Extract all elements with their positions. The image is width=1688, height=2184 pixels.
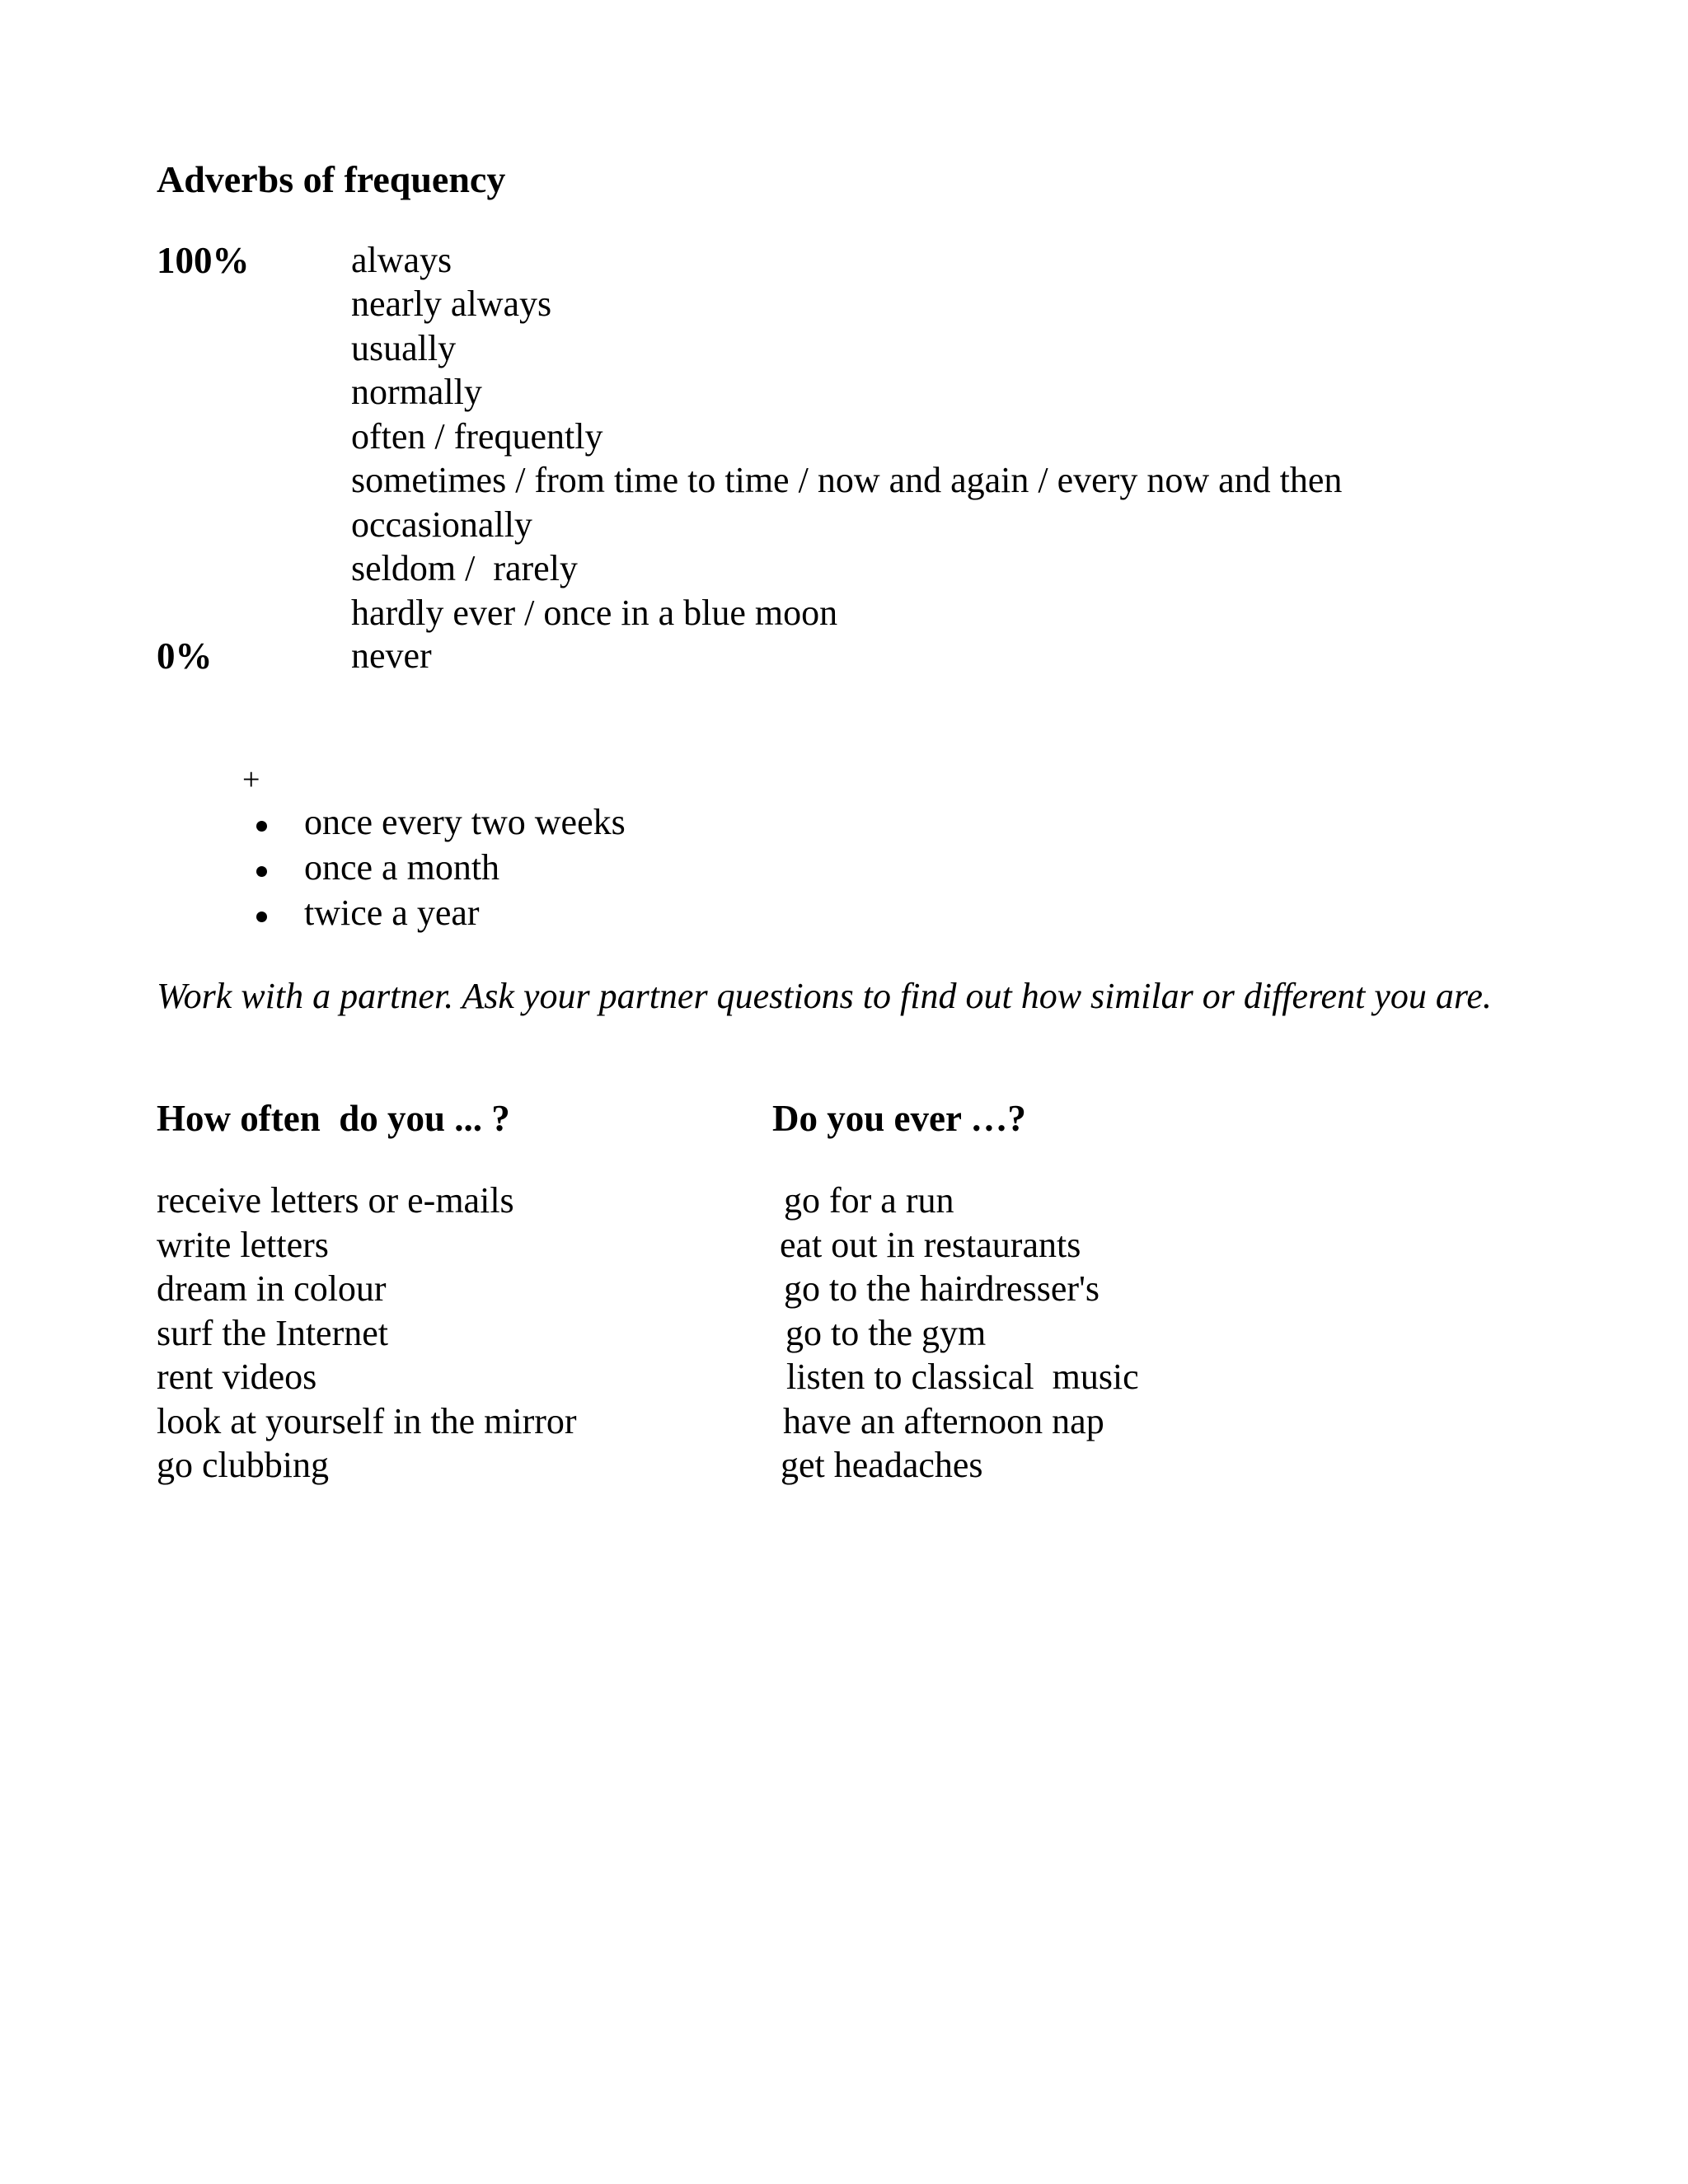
left-question-item: rent videos xyxy=(157,1357,317,1397)
left-question-item: write letters xyxy=(157,1225,329,1265)
adverb-item: always xyxy=(351,240,452,280)
left-question-item: go clubbing xyxy=(157,1445,329,1485)
left-question-item: dream in colour xyxy=(157,1268,387,1309)
adverb-item: normally xyxy=(351,372,482,412)
right-question-item: get headaches xyxy=(781,1445,983,1485)
adverb-item: seldom / rarely xyxy=(351,548,578,588)
right-column-heading: Do you ever …? xyxy=(772,1098,1026,1139)
right-question-item: go to the hairdresser's xyxy=(784,1268,1100,1309)
adverb-item: occasionally xyxy=(351,504,532,545)
adverb-item: usually xyxy=(351,328,457,368)
right-question-item: go to the gym xyxy=(785,1313,987,1353)
right-question-item: go for a run xyxy=(784,1180,954,1221)
adverb-item: often / frequently xyxy=(351,416,603,457)
adverb-item: never xyxy=(351,635,432,676)
scale-top-label: 100% xyxy=(157,240,250,281)
bullet-icon xyxy=(256,866,267,877)
plus-sign: + xyxy=(242,762,260,797)
instruction-text: Work with a partner. Ask your partner questions to find out how similar or different you are. xyxy=(157,976,1492,1016)
left-question-item: receive letters or e-mails xyxy=(157,1180,514,1221)
right-question-item: eat out in restaurants xyxy=(780,1225,1081,1265)
adverb-item: nearly always xyxy=(351,284,552,324)
right-question-item: have an afternoon nap xyxy=(783,1401,1104,1441)
list-item: once every two weeks xyxy=(304,802,626,842)
adverb-item: hardly ever / once in a blue moon xyxy=(351,593,838,633)
list-item: twice a year xyxy=(304,893,480,933)
page-title: Adverbs of frequency xyxy=(157,158,506,200)
left-column-heading: How often do you ... ? xyxy=(157,1098,510,1139)
bullet-icon xyxy=(256,912,267,922)
scale-bottom-label: 0% xyxy=(157,635,213,677)
left-question-item: surf the Internet xyxy=(157,1313,388,1353)
bullet-icon xyxy=(256,821,267,832)
left-question-item: look at yourself in the mirror xyxy=(157,1401,577,1441)
list-item: once a month xyxy=(304,847,500,888)
right-question-item: listen to classical music xyxy=(786,1357,1139,1397)
adverb-item: sometimes / from time to time / now and again / every now and then xyxy=(351,460,1343,500)
